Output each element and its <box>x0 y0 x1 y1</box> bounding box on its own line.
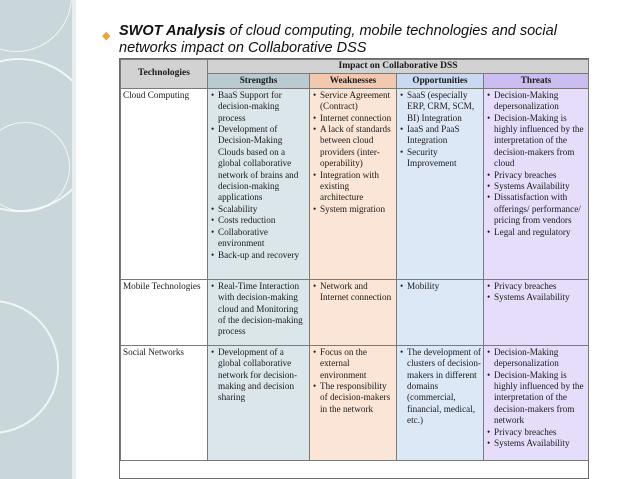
opportunities-list <box>399 90 481 170</box>
list-item: • IaaS and PaaS Integration <box>399 124 481 147</box>
list-item: • Decision-Making is highly influenced by the interpretation of the decision-makers from network <box>486 370 586 427</box>
technology-cell: Mobile Technologies <box>121 279 208 345</box>
list-item: • Systems Availability <box>486 181 586 192</box>
list-item: • Systems Availability <box>486 292 586 303</box>
list-item: • Integration with existing architecture <box>312 170 394 204</box>
weaknesses-list <box>312 281 394 304</box>
list-item: • Collaborative environment <box>210 227 307 250</box>
weaknesses-cell <box>310 279 397 345</box>
list-item: • System migration <box>312 204 394 215</box>
strengths-cell <box>208 345 310 460</box>
list-item: • Costs reduction <box>210 215 307 226</box>
list-item: • Mobility <box>399 281 481 292</box>
list-item: • Real-Time Interaction with decision-making cloud and Monitoring of the decision-making process <box>210 281 307 338</box>
list-item: • A lack of standards between cloud providers (inter-operability) <box>312 124 394 170</box>
threats-list <box>486 347 586 450</box>
header-threats: Threats <box>484 74 589 88</box>
list-item: • Internet connection <box>312 113 394 124</box>
threats-cell <box>484 345 589 460</box>
weaknesses-list <box>312 90 394 215</box>
weaknesses-cell <box>310 88 397 279</box>
list-item: • Network and Internet connection <box>312 281 394 304</box>
strengths-list <box>210 281 307 338</box>
technology-cell: Cloud Computing <box>121 88 208 279</box>
decorative-side-band <box>0 0 72 479</box>
list-item: • SaaS (especially ERP, CRM, SCM, BI) Integration <box>399 90 481 124</box>
list-item: • Systems Availability <box>486 438 586 449</box>
table-row <box>121 279 589 345</box>
list-item: • Development of a global collaborative network for decision-making and decision sharing <box>210 347 307 404</box>
threats-cell <box>484 279 589 345</box>
list-item: • Decision-Making is highly influenced by the interpretation of the decision-makers from cloud <box>486 113 586 170</box>
list-item: • Legal and regulatory <box>486 227 586 238</box>
list-item: • The development of clusters of decision-makers in different domains (commercial, financial, medical, etc.) <box>399 347 481 427</box>
header-weaknesses: Weaknesses <box>310 74 397 88</box>
list-item: • The responsibility of decision-makers in the network <box>312 381 394 415</box>
list-item: • BaaS Support for decision-making process <box>210 90 307 124</box>
list-item: • Focus on the external environment <box>312 347 394 381</box>
weaknesses-cell <box>310 345 397 460</box>
threats-cell <box>484 88 589 279</box>
opportunities-list <box>399 347 481 427</box>
swot-table-body <box>121 88 589 460</box>
threats-list <box>486 281 586 304</box>
list-item: • Privacy breaches <box>486 427 586 438</box>
heading-rest: of cloud computing, mobile technologies and social networks impact on Collaborative DSS <box>119 23 557 56</box>
header-strengths: Strengths <box>208 74 310 88</box>
heading-bold: SWOT Analysis <box>119 23 226 39</box>
decorative-circle <box>0 300 59 434</box>
header-technologies: Technologies <box>121 60 208 89</box>
list-item: • Decision-Making depersonalization <box>486 347 586 370</box>
opportunities-cell <box>397 279 484 345</box>
weaknesses-list <box>312 347 394 415</box>
list-item: • Development of Decision-Making Clouds based on a global collaborative network of brains and decision-making applications <box>210 124 307 204</box>
table-row <box>121 345 589 460</box>
slide-heading <box>119 23 589 57</box>
threats-list <box>486 90 586 238</box>
list-item: • Back-up and recovery <box>210 250 307 261</box>
strengths-cell <box>208 279 310 345</box>
header-impact: Impact on Collaborative DSS <box>208 60 589 74</box>
swot-table-container <box>119 58 589 479</box>
side-band-edge <box>72 0 76 479</box>
opportunities-cell <box>397 88 484 279</box>
list-item: • Decision-Making depersonalization <box>486 90 586 113</box>
technology-cell: Social Networks <box>121 345 208 460</box>
header-opportunities: Opportunities <box>397 74 484 88</box>
strengths-cell <box>208 88 310 279</box>
list-item: • Privacy breaches <box>486 281 586 292</box>
opportunities-list <box>399 281 481 292</box>
bullet-diamond-icon: ◆ <box>102 30 111 42</box>
list-item: • Service Agreement (Contract) <box>312 90 394 113</box>
swot-table <box>120 59 589 461</box>
strengths-list <box>210 90 307 261</box>
decorative-circle <box>0 0 72 52</box>
table-row <box>121 88 589 279</box>
strengths-list <box>210 347 307 404</box>
list-item: • Dissatisfaction with offerings/ performance/ pricing from vendors <box>486 192 586 226</box>
list-item: • Security Improvement <box>399 147 481 170</box>
list-item: • Scalability <box>210 204 307 215</box>
opportunities-cell <box>397 345 484 460</box>
list-item: • Privacy breaches <box>486 170 586 181</box>
